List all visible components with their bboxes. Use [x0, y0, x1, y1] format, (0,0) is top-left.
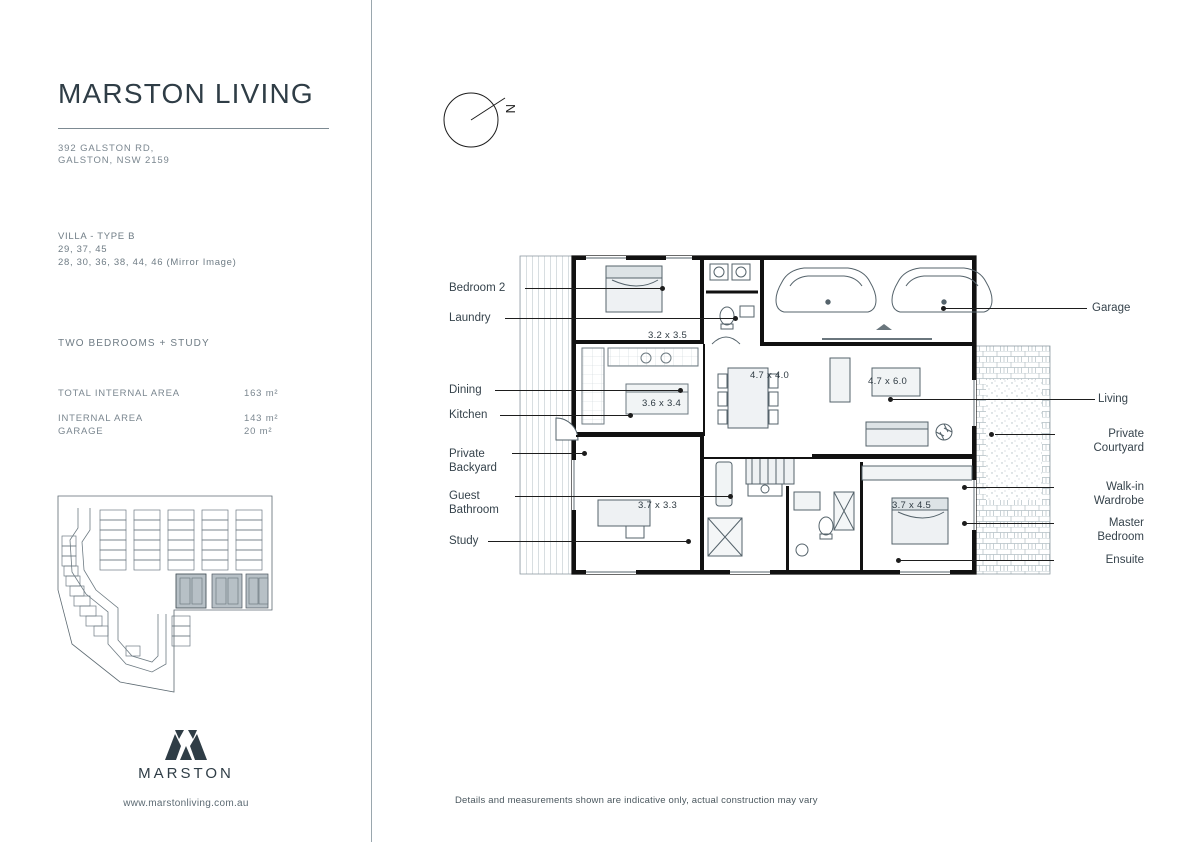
- label-master-bedroom-line2: Bedroom: [1097, 531, 1144, 543]
- leader-kitchen: [500, 415, 630, 416]
- villa-type-label: VILLA - TYPE B: [58, 231, 136, 242]
- area-value-garage: 20 m²: [244, 426, 273, 437]
- leader-dot-guest-bathroom: [728, 494, 733, 499]
- svg-text:N: N: [503, 104, 518, 114]
- leader-garage: [945, 308, 1087, 309]
- website-url[interactable]: www.marstonliving.com.au: [123, 798, 249, 809]
- area-row-garage: [58, 426, 298, 439]
- label-dining: Dining: [449, 384, 482, 396]
- study-dimension: 3.7 x 3.3: [638, 500, 678, 511]
- label-study: Study: [449, 535, 479, 547]
- leader-guest-bathroom: [515, 496, 730, 497]
- dining-dimension: 4.7 x 4.0: [750, 370, 790, 381]
- leader-dot-walk-in-wardrobe: [962, 485, 967, 490]
- label-guest-bathroom-line2: Bathroom: [449, 504, 499, 516]
- area-value-total: 163 m²: [244, 388, 279, 399]
- left-info-panel: [0, 0, 372, 842]
- leader-dot-living: [888, 397, 893, 402]
- leader-dot-laundry: [733, 316, 738, 321]
- leader-dot-dining: [678, 388, 683, 393]
- leader-dot-study: [686, 539, 691, 544]
- leader-master-bedroom: [966, 523, 1054, 524]
- north-arrow-icon: [443, 88, 523, 153]
- label-guest-bathroom-line1: Guest: [449, 490, 480, 502]
- page-title: MARSTON LIVING: [58, 78, 314, 109]
- logo-wordmark: MARSTON: [138, 765, 234, 782]
- label-living: Living: [1098, 393, 1129, 405]
- address-block: [58, 143, 170, 167]
- leader-private-backyard: [512, 453, 584, 454]
- marston-logo-icon: [163, 728, 209, 762]
- leader-dot-private-backyard: [582, 451, 587, 456]
- leader-dot-kitchen: [628, 413, 633, 418]
- villa-units-line-2: 28, 30, 36, 38, 44, 46 (Mirror Image): [58, 257, 237, 268]
- address-line-1: 392 GALSTON RD,: [58, 143, 155, 154]
- leader-living: [892, 399, 1095, 400]
- label-walk-in-wardrobe: [1058, 480, 1144, 508]
- bedroom-configuration: TWO BEDROOMS + STUDY: [58, 338, 210, 349]
- area-label-garage: GARAGE: [58, 426, 104, 437]
- label-walk-in-wardrobe-line2: Wardrobe: [1093, 495, 1144, 507]
- leader-bedroom-2: [525, 288, 662, 289]
- area-label-total: TOTAL INTERNAL AREA: [58, 388, 180, 399]
- label-private-backyard-line2: Backyard: [449, 462, 497, 474]
- leader-dot-bedroom-2: [660, 286, 665, 291]
- leader-study: [488, 541, 688, 542]
- panel-divider: [371, 0, 372, 842]
- brand-logo: [0, 728, 372, 782]
- label-laundry: Laundry: [449, 312, 491, 324]
- leader-laundry: [505, 318, 735, 319]
- label-ensuite: Ensuite: [1105, 554, 1144, 566]
- label-private-backyard-line1: Private: [449, 448, 485, 460]
- master-dimension: 3.7 x 4.5: [892, 500, 932, 511]
- area-row-total: [58, 388, 298, 401]
- leader-walk-in-wardrobe: [966, 487, 1054, 488]
- leader-ensuite: [900, 560, 1054, 561]
- garage-dimension: 4.7 x 6.0: [868, 376, 908, 387]
- area-value-internal: 143 m²: [244, 413, 279, 424]
- kitchen-dimension: 3.6 x 3.4: [642, 398, 682, 409]
- area-row-internal: [58, 413, 298, 426]
- disclaimer-note: Details and measurements shown are indicative only, actual construction may vary: [455, 795, 818, 806]
- label-bedroom-2: Bedroom 2: [449, 282, 506, 294]
- label-guest-bathroom: [449, 489, 499, 517]
- leader-dot-garage: [941, 306, 946, 311]
- villa-type-block: [58, 230, 237, 269]
- label-private-courtyard: [1060, 427, 1144, 455]
- label-garage: Garage: [1092, 302, 1131, 314]
- label-private-courtyard-line1: Private: [1108, 428, 1144, 440]
- leader-private-courtyard: [995, 434, 1055, 435]
- label-walk-in-wardrobe-line1: Walk-in: [1106, 481, 1144, 493]
- label-master-bedroom: [1058, 516, 1144, 544]
- label-private-courtyard-line2: Courtyard: [1093, 442, 1144, 454]
- leader-dot-private-courtyard: [989, 432, 994, 437]
- label-master-bedroom-line1: Master: [1108, 517, 1144, 529]
- leader-dining: [495, 390, 680, 391]
- label-kitchen: Kitchen: [449, 409, 488, 421]
- leader-dot-ensuite: [896, 558, 901, 563]
- title-divider: [58, 128, 329, 129]
- bedroom-2-dimension: 3.2 x 3.5: [648, 330, 688, 341]
- villa-units-line-1: 29, 37, 45: [58, 244, 108, 255]
- site-plan-thumbnail: [56, 494, 276, 704]
- address-line-2: GALSTON, NSW 2159: [58, 155, 170, 166]
- leader-dot-master-bedroom: [962, 521, 967, 526]
- area-label-internal: INTERNAL AREA: [58, 413, 144, 424]
- area-schedule: [58, 388, 298, 439]
- label-private-backyard: [449, 447, 497, 475]
